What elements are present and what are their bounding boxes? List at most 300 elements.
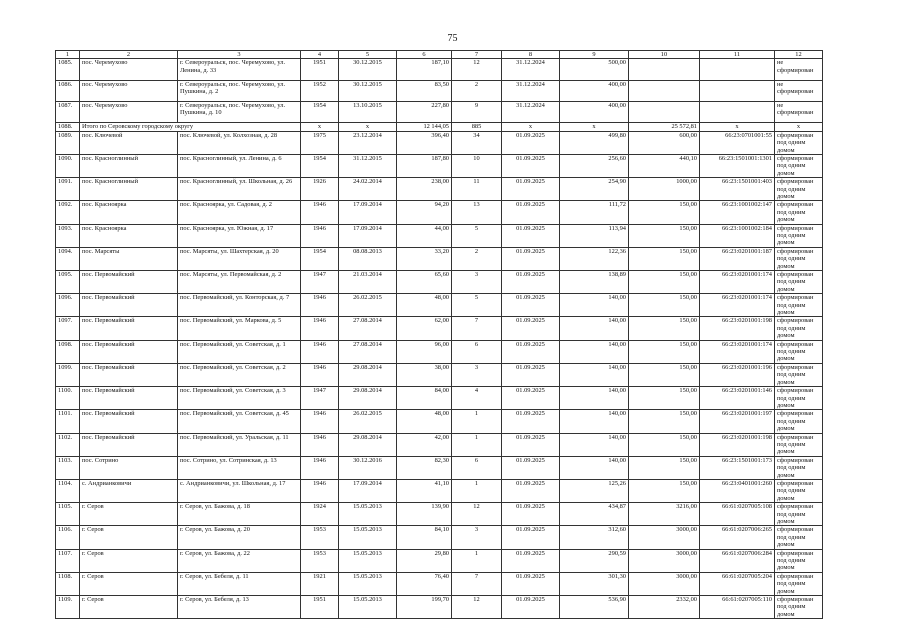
residents-count-cell: 1	[452, 433, 502, 456]
year-built-cell: 1926	[301, 178, 339, 201]
total-row	[56, 123, 823, 131]
land-area-cell: 1000,00	[629, 178, 700, 201]
residents-count-cell: 12	[452, 503, 502, 526]
resettlement-date-cell: 01.09.2025	[502, 410, 560, 433]
resettlement-date-cell: 01.09.2025	[502, 247, 560, 270]
resettlement-date-cell: 01.09.2025	[502, 456, 560, 479]
land-area-cell	[629, 59, 700, 80]
land-status-cell: сформирован под одним домом	[775, 479, 823, 502]
recognition-date-cell: 29.08.2014	[339, 387, 397, 410]
recognition-date-cell: 17.09.2014	[339, 224, 397, 247]
settlement-name-cell: пос. Первомайский	[80, 317, 178, 340]
column-number-11: 11	[700, 51, 775, 59]
cost-cell: 301,30	[560, 572, 629, 595]
residents-count-cell: 13	[452, 201, 502, 224]
resettlement-date-cell: 01.09.2025	[502, 224, 560, 247]
cadastral-number-cell: 66:23:0201001:174	[700, 294, 775, 317]
settlement-name-cell: г. Серов	[80, 549, 178, 572]
area-cell: 12 144,05	[397, 123, 452, 131]
land-status-cell: сформирован под одним домом	[775, 201, 823, 224]
land-area-cell: 150,00	[629, 433, 700, 456]
year-built-cell: 1946	[301, 340, 339, 363]
land-status-cell: сформирован под одним домом	[775, 363, 823, 386]
resettlement-date-cell: 01.09.2025	[502, 503, 560, 526]
residents-count-cell: 10	[452, 154, 502, 177]
table-row	[56, 363, 823, 386]
residents-count-cell: 12	[452, 596, 502, 619]
address-cell: г. Североуральск, пос. Черемухово, ул. Ленина, д. 33	[178, 59, 301, 80]
row-number-cell: 1093.	[56, 224, 80, 247]
recognition-date-cell: 30.12.2016	[339, 456, 397, 479]
residents-count-cell: 5	[452, 294, 502, 317]
resettlement-date-cell: 01.09.2025	[502, 596, 560, 619]
land-area-cell: 3000,00	[629, 526, 700, 549]
address-cell: пос. Марсяты, ул. Первомайская, д. 2	[178, 271, 301, 294]
address-cell: г. Серов, ул. Бажова, д. 20	[178, 526, 301, 549]
area-cell: 396,40	[397, 131, 452, 154]
residents-count-cell: 1	[452, 479, 502, 502]
column-number-1: 1	[56, 51, 80, 59]
residents-count-cell: 3	[452, 526, 502, 549]
cost-cell: 125,26	[560, 479, 629, 502]
row-number-cell: 1108.	[56, 572, 80, 595]
recognition-date-cell: 26.02.2015	[339, 410, 397, 433]
cost-cell: 140,00	[560, 433, 629, 456]
settlement-name-cell: пос. Первомайский	[80, 410, 178, 433]
area-cell: 84,00	[397, 387, 452, 410]
resettlement-date-cell: 01.09.2025	[502, 317, 560, 340]
table-row	[56, 102, 823, 123]
area-cell: 227,80	[397, 102, 452, 123]
resettlement-date-cell: 01.09.2025	[502, 572, 560, 595]
land-area-cell: 3000,00	[629, 549, 700, 572]
land-status-cell: сформирован под одним домом	[775, 154, 823, 177]
resettlement-date-cell: 31.12.2024	[502, 80, 560, 101]
settlement-name-cell: пос. Черемухово	[80, 80, 178, 101]
area-cell: 94,20	[397, 201, 452, 224]
cadastral-number-cell: 66:23:1501001:403	[700, 178, 775, 201]
land-area-cell: 150,00	[629, 271, 700, 294]
area-cell: 29,80	[397, 549, 452, 572]
year-built-cell: 1946	[301, 433, 339, 456]
row-number-cell: 1101.	[56, 410, 80, 433]
address-cell: пос. Первомайский, ул. Конторская, д. 7	[178, 294, 301, 317]
year-built-cell: 1952	[301, 80, 339, 101]
residents-count-cell: 885	[452, 123, 502, 131]
table-row	[56, 572, 823, 595]
area-cell: 199,70	[397, 596, 452, 619]
recognition-date-cell: 27.08.2014	[339, 340, 397, 363]
land-status-cell: сформирован под одним домом	[775, 596, 823, 619]
recognition-date-cell: 15.05.2013	[339, 596, 397, 619]
cost-cell: 140,00	[560, 456, 629, 479]
cadastral-number-cell: 66:23:1501001:1301	[700, 154, 775, 177]
resettlement-date-cell: 01.09.2025	[502, 363, 560, 386]
cadastral-number-cell: 66:61:0207005:204	[700, 572, 775, 595]
area-cell: 187,10	[397, 59, 452, 80]
settlement-name-cell: пос. Красноглинный	[80, 178, 178, 201]
cadastral-number-cell: 66:23:0401001:260	[700, 479, 775, 502]
table-row	[56, 433, 823, 456]
address-cell: пос. Марсяты, ул. Шахтерская, д. 20	[178, 247, 301, 270]
column-number-5: 5	[339, 51, 397, 59]
residents-count-cell: 4	[452, 387, 502, 410]
area-cell: 44,00	[397, 224, 452, 247]
area-cell: 238,00	[397, 178, 452, 201]
row-number-cell: 1094.	[56, 247, 80, 270]
settlement-name-cell: пос. Черемухово	[80, 59, 178, 80]
recognition-date-cell: 15.05.2013	[339, 526, 397, 549]
land-status-cell: сформирован под одним домом	[775, 224, 823, 247]
cost-cell: 290,59	[560, 549, 629, 572]
column-number-4: 4	[301, 51, 339, 59]
year-built-cell: 1954	[301, 102, 339, 123]
land-area-cell: 150,00	[629, 340, 700, 363]
year-built-cell: 1946	[301, 410, 339, 433]
settlement-name-cell: пос. Красноярка	[80, 224, 178, 247]
address-cell: пос. Красноярка, ул. Южная, д. 17	[178, 224, 301, 247]
row-number-cell: 1091.	[56, 178, 80, 201]
recognition-date-cell: 17.09.2014	[339, 479, 397, 502]
address-cell: пос. Первомайский, ул. Маркова, д. 5	[178, 317, 301, 340]
residents-count-cell: 12	[452, 59, 502, 80]
land-status-cell: сформирован под одним домом	[775, 131, 823, 154]
year-built-cell: 1975	[301, 131, 339, 154]
recognition-date-cell: 21.03.2014	[339, 271, 397, 294]
land-status-cell: сформирован под одним домом	[775, 503, 823, 526]
cadastral-number-cell: 66:23:1001002:184	[700, 224, 775, 247]
recognition-date-cell: 30.12.2015	[339, 80, 397, 101]
year-built-cell: 1946	[301, 479, 339, 502]
land-status-cell: сформирован под одним домом	[775, 433, 823, 456]
settlement-name-cell: с. Андрианковичи	[80, 479, 178, 502]
cadastral-number-cell: 66:23:0201001:174	[700, 271, 775, 294]
address-cell: пос. Первомайский, ул. Уральская, д. 11	[178, 433, 301, 456]
year-built-cell: 1953	[301, 526, 339, 549]
land-area-cell: 150,00	[629, 387, 700, 410]
row-number-cell: 1096.	[56, 294, 80, 317]
area-cell: 62,00	[397, 317, 452, 340]
table-row	[56, 224, 823, 247]
cost-cell: 140,00	[560, 363, 629, 386]
cost-cell: 140,00	[560, 387, 629, 410]
resettlement-date-cell: 31.12.2024	[502, 102, 560, 123]
cost-cell: 499,80	[560, 131, 629, 154]
address-cell: пос. Первомайский, ул. Советская, д. 2	[178, 363, 301, 386]
settlement-name-cell: пос. Первомайский	[80, 340, 178, 363]
settlement-name-cell: пос. Красноярка	[80, 201, 178, 224]
year-built-cell: 1946	[301, 317, 339, 340]
recognition-date-cell: 29.08.2014	[339, 433, 397, 456]
settlement-name-cell: пос. Первомайский	[80, 271, 178, 294]
recognition-date-cell: x	[339, 123, 397, 131]
cadastral-number-cell	[700, 102, 775, 123]
cost-cell: 400,00	[560, 102, 629, 123]
row-number-cell: 1098.	[56, 340, 80, 363]
row-number-cell: 1102.	[56, 433, 80, 456]
area-cell: 42,00	[397, 433, 452, 456]
cadastral-number-cell: 66:61:0207005:110	[700, 596, 775, 619]
residents-count-cell: 11	[452, 178, 502, 201]
table-row	[56, 387, 823, 410]
land-status-cell: сформирован под одним домом	[775, 456, 823, 479]
resettlement-date-cell: 01.09.2025	[502, 479, 560, 502]
recognition-date-cell: 27.08.2014	[339, 317, 397, 340]
land-area-cell: 440,10	[629, 154, 700, 177]
settlement-name-cell: пос. Первомайский	[80, 387, 178, 410]
settlement-name-cell: г. Серов	[80, 596, 178, 619]
area-cell: 48,00	[397, 410, 452, 433]
column-number-8: 8	[502, 51, 560, 59]
land-status-cell: сформирован под одним домом	[775, 247, 823, 270]
residents-count-cell: 3	[452, 363, 502, 386]
table-row	[56, 131, 823, 154]
settlement-name-cell: пос. Первомайский	[80, 294, 178, 317]
cost-cell: 434,87	[560, 503, 629, 526]
residents-count-cell: 7	[452, 317, 502, 340]
row-number-cell: 1089.	[56, 131, 80, 154]
recognition-date-cell: 08.08.2013	[339, 247, 397, 270]
land-area-cell	[629, 80, 700, 101]
address-cell: г. Серов, ул. Бебеля, д. 11	[178, 572, 301, 595]
resettlement-date-cell: 01.09.2025	[502, 294, 560, 317]
land-area-cell: 25 572,81	[629, 123, 700, 131]
row-number-cell: 1107.	[56, 549, 80, 572]
cadastral-number-cell: 66:23:0201001:198	[700, 433, 775, 456]
land-area-cell: 150,00	[629, 479, 700, 502]
row-number-cell: 1103.	[56, 456, 80, 479]
address-cell: пос. Красноглинный, ул. Ленина, д. 6	[178, 154, 301, 177]
column-number-10: 10	[629, 51, 700, 59]
settlement-name-cell: пос. Ключевой	[80, 131, 178, 154]
column-number-12: 12	[775, 51, 823, 59]
row-number-cell: 1085.	[56, 59, 80, 80]
land-area-cell: 600,00	[629, 131, 700, 154]
recognition-date-cell: 17.09.2014	[339, 201, 397, 224]
year-built-cell: 1946	[301, 456, 339, 479]
cadastral-number-cell	[700, 80, 775, 101]
table-row	[56, 410, 823, 433]
table-row	[56, 596, 823, 619]
table-row	[56, 317, 823, 340]
table-row	[56, 201, 823, 224]
area-cell: 33,20	[397, 247, 452, 270]
resettlement-date-cell: 31.12.2024	[502, 59, 560, 80]
area-cell: 38,00	[397, 363, 452, 386]
settlement-name-cell: пос. Сотрино	[80, 456, 178, 479]
residents-count-cell: 7	[452, 572, 502, 595]
cadastral-number-cell: 66:23:0201001:196	[700, 363, 775, 386]
cost-cell: 536,90	[560, 596, 629, 619]
year-built-cell: 1924	[301, 503, 339, 526]
table-row	[56, 340, 823, 363]
recognition-date-cell: 31.12.2015	[339, 154, 397, 177]
cadastral-number-cell: 66:23:1501001:173	[700, 456, 775, 479]
table-row	[56, 503, 823, 526]
cadastral-number-cell: x	[700, 123, 775, 131]
resettlement-date-cell: 01.09.2025	[502, 433, 560, 456]
year-built-cell: 1951	[301, 596, 339, 619]
land-area-cell: 2332,00	[629, 596, 700, 619]
residents-count-cell: 3	[452, 271, 502, 294]
row-number-cell: 1105.	[56, 503, 80, 526]
table-row	[56, 178, 823, 201]
settlement-name-cell: пос. Черемухово	[80, 102, 178, 123]
address-cell: пос. Ключевой, ул. Колхозная, д. 28	[178, 131, 301, 154]
cadastral-number-cell: 66:23:0201001:197	[700, 410, 775, 433]
cadastral-number-cell: 66:23:0201001:187	[700, 247, 775, 270]
cost-cell: 312,60	[560, 526, 629, 549]
row-number-cell: 1109.	[56, 596, 80, 619]
recognition-date-cell: 15.05.2013	[339, 549, 397, 572]
land-area-cell	[629, 102, 700, 123]
address-cell: г. Серов, ул. Бажова, д. 22	[178, 549, 301, 572]
column-number-3: 3	[178, 51, 301, 59]
year-built-cell: 1947	[301, 387, 339, 410]
settlement-name-cell: пос. Первомайский	[80, 363, 178, 386]
resettlement-date-cell: 01.09.2025	[502, 340, 560, 363]
settlement-name-cell: пос. Красноглинный	[80, 154, 178, 177]
recognition-date-cell: 29.08.2014	[339, 363, 397, 386]
residents-count-cell: 1	[452, 549, 502, 572]
row-number-cell: 1092.	[56, 201, 80, 224]
land-status-cell: сформирован под одним домом	[775, 572, 823, 595]
settlement-name-cell: г. Серов	[80, 526, 178, 549]
year-built-cell: 1946	[301, 363, 339, 386]
row-number-cell: 1090.	[56, 154, 80, 177]
land-area-cell: 3216,00	[629, 503, 700, 526]
row-number-cell: 1104.	[56, 479, 80, 502]
row-number-cell: 1106.	[56, 526, 80, 549]
residents-count-cell: 2	[452, 247, 502, 270]
land-area-cell: 150,00	[629, 410, 700, 433]
cost-cell: 500,00	[560, 59, 629, 80]
address-cell: г. Серов, ул. Бебеля, д. 13	[178, 596, 301, 619]
area-cell: 82,30	[397, 456, 452, 479]
cost-cell: x	[560, 123, 629, 131]
land-area-cell: 150,00	[629, 294, 700, 317]
address-cell: пос. Первомайский, ул. Советская, д. 1	[178, 340, 301, 363]
housing-registry-table	[55, 50, 823, 619]
year-built-cell: 1953	[301, 549, 339, 572]
address-cell: пос. Красноярка, ул. Садовая, д. 2	[178, 201, 301, 224]
land-area-cell: 150,00	[629, 247, 700, 270]
address-cell: г. Североуральск, пос. Черемухово, ул. Пушкина, д. 10	[178, 102, 301, 123]
resettlement-date-cell: x	[502, 123, 560, 131]
address-cell: г. Серов, ул. Бажова, д. 18	[178, 503, 301, 526]
cadastral-number-cell: 66:61:0207006:265	[700, 526, 775, 549]
year-built-cell: 1954	[301, 247, 339, 270]
land-status-cell: сформирован под одним домом	[775, 549, 823, 572]
address-cell: пос. Первомайский, ул. Советская, д. 45	[178, 410, 301, 433]
area-cell: 41,10	[397, 479, 452, 502]
cadastral-number-cell: 66:23:0201001:174	[700, 340, 775, 363]
year-built-cell: 1946	[301, 201, 339, 224]
area-cell: 48,00	[397, 294, 452, 317]
cadastral-number-cell: 66:23:0201001:198	[700, 317, 775, 340]
residents-count-cell: 34	[452, 131, 502, 154]
recognition-date-cell: 13.10.2015	[339, 102, 397, 123]
cadastral-number-cell: 66:61:0207005:108	[700, 503, 775, 526]
recognition-date-cell: 15.05.2013	[339, 503, 397, 526]
cost-cell: 111,72	[560, 201, 629, 224]
row-number-cell: 1086.	[56, 80, 80, 101]
column-number-header	[56, 51, 823, 59]
table-row	[56, 247, 823, 270]
table-row	[56, 154, 823, 177]
cadastral-number-cell: 66:23:1001002:147	[700, 201, 775, 224]
area-cell: 76,40	[397, 572, 452, 595]
year-built-cell: 1954	[301, 154, 339, 177]
recognition-date-cell: 15.05.2013	[339, 572, 397, 595]
cost-cell: 113,94	[560, 224, 629, 247]
residents-count-cell: 6	[452, 340, 502, 363]
cost-cell: 254,90	[560, 178, 629, 201]
table-row	[56, 526, 823, 549]
recognition-date-cell: 26.02.2015	[339, 294, 397, 317]
land-status-cell: не сформирован	[775, 59, 823, 80]
row-number-cell: 1087.	[56, 102, 80, 123]
row-number-cell: 1100.	[56, 387, 80, 410]
residents-count-cell: 2	[452, 80, 502, 101]
resettlement-date-cell: 01.09.2025	[502, 387, 560, 410]
year-built-cell: 1947	[301, 271, 339, 294]
cost-cell: 400,00	[560, 80, 629, 101]
residents-count-cell: 9	[452, 102, 502, 123]
settlement-name-cell: пос. Первомайский	[80, 433, 178, 456]
area-cell: 84,10	[397, 526, 452, 549]
land-area-cell: 150,00	[629, 201, 700, 224]
address-cell: пос. Первомайский, ул. Советская, д. 3	[178, 387, 301, 410]
page-number: 75	[447, 33, 458, 44]
column-number-2: 2	[80, 51, 178, 59]
cost-cell: 122,36	[560, 247, 629, 270]
settlement-name-cell: г. Серов	[80, 503, 178, 526]
land-status-cell: не сформирован	[775, 102, 823, 123]
resettlement-date-cell: 01.09.2025	[502, 178, 560, 201]
row-number-cell: 1097.	[56, 317, 80, 340]
resettlement-date-cell: 01.09.2025	[502, 131, 560, 154]
resettlement-date-cell: 01.09.2025	[502, 271, 560, 294]
table-row	[56, 456, 823, 479]
row-number-cell: 1095.	[56, 271, 80, 294]
table-row	[56, 59, 823, 80]
recognition-date-cell: 24.02.2014	[339, 178, 397, 201]
land-area-cell: 150,00	[629, 317, 700, 340]
table-row	[56, 479, 823, 502]
settlement-name-cell: г. Серов	[80, 572, 178, 595]
cost-cell: 140,00	[560, 294, 629, 317]
cost-cell: 140,00	[560, 410, 629, 433]
land-area-cell: 3000,00	[629, 572, 700, 595]
cadastral-number-cell: 66:23:0701001:55	[700, 131, 775, 154]
land-status-cell: сформирован под одним домом	[775, 410, 823, 433]
recognition-date-cell: 23.12.2014	[339, 131, 397, 154]
cost-cell: 140,00	[560, 340, 629, 363]
residents-count-cell: 5	[452, 224, 502, 247]
address-cell: г. Североуральск, пос. Черемухово, ул. Пушкина, д. 2	[178, 80, 301, 101]
resettlement-date-cell: 01.09.2025	[502, 549, 560, 572]
residents-count-cell: 1	[452, 410, 502, 433]
column-number-7: 7	[452, 51, 502, 59]
year-built-cell: 1946	[301, 224, 339, 247]
land-status-cell: не сформирован	[775, 80, 823, 101]
year-built-cell: 1921	[301, 572, 339, 595]
cost-cell: 140,00	[560, 317, 629, 340]
land-status-cell: сформирован под одним домом	[775, 178, 823, 201]
column-number-6: 6	[397, 51, 452, 59]
address-cell: пос. Сотрино, ул. Сотринская, д. 13	[178, 456, 301, 479]
